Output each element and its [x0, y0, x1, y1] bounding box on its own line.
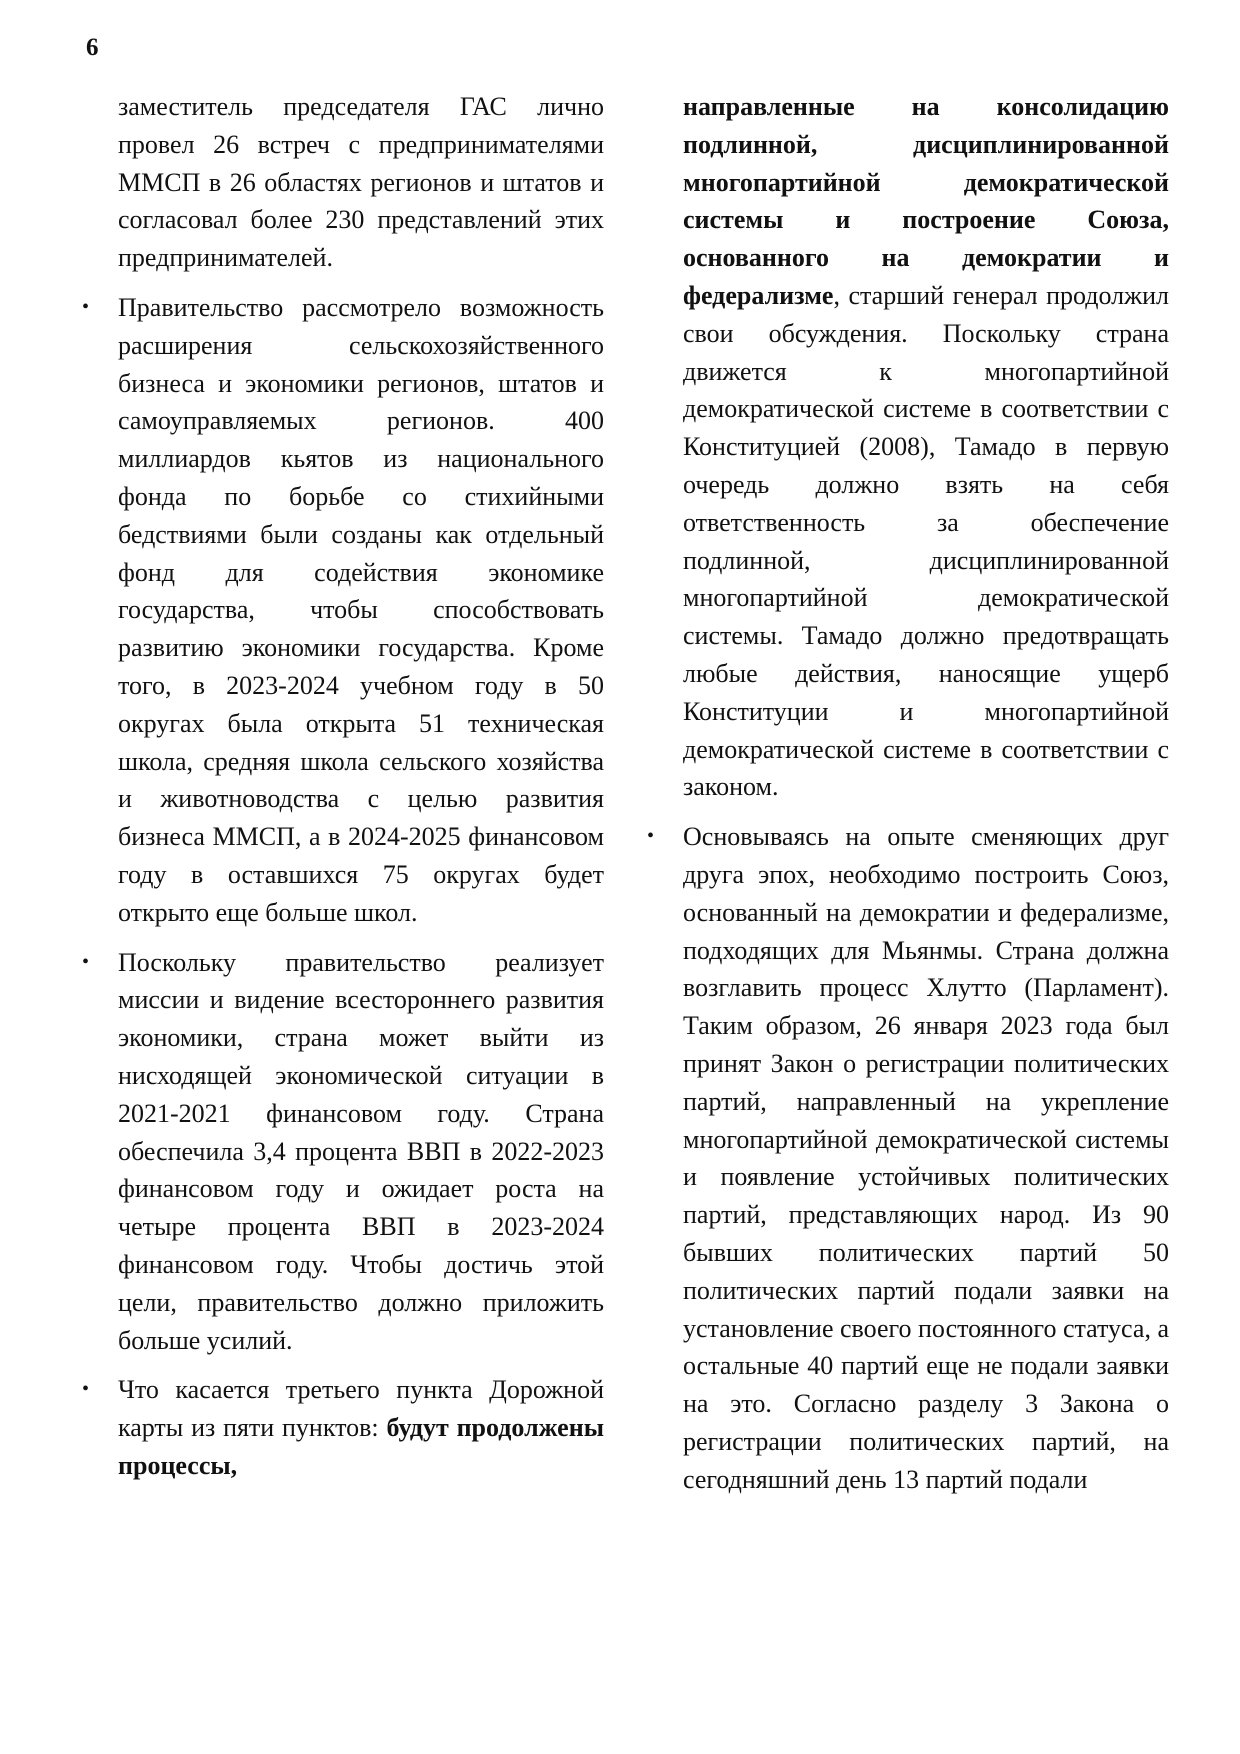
roadmap-rest-text: , старший генерал продолжил свои обсуждения. Поскольку страна движется к многопартийной демократической системе в соответствии с Конституцией (2008), Тамадо в первую очередь должно взять на себя ответственность за обеспечение подлинной, дисциплинированной многопартийной демократической системы. Тамадо должно предотвращать любые действия, наносящие ущерб Конституции и многопартийной демократической системе в соответствии с законом. — [683, 280, 1169, 802]
right-column — [683, 88, 1169, 1510]
paragraph-continued: заместитель председателя ГАС лично провел 26 встреч с предпринимателями ММСП в 26 областях регионов и штатов и согласовал более 230 представлений этих предпринимателей. — [118, 92, 604, 273]
roadmap-intro-text: Что касается третьего пункта Дорожной карты из пяти пунктов: — [118, 1375, 604, 1443]
bullet-paragraph-roadmap — [118, 1371, 604, 1484]
page-number: 6 — [86, 34, 99, 61]
bullet-paragraph-union: • Основываясь на опыте сменяющих друг друга эпох, необходимо построить Союз, основанный на демократии и федерализме, подходящих для Мьянмы. Страна должна возглавить процесс Хлутто (Парламент). Таким образом, 26 января 2023 года был принят Закон о регистрации политических партий, направленный на укрепление многопартийной демократической системы и появление устойчивых политических партий, представляющих народ. Из 90 бывших политических партий 50 политических партий подали заявки на установление своего постоянного статуса, а остальные 40 партий еще не подали заявки на это. Согласно разделу 3 Закона о регистрации политических партий, на сегодняшний день 13 партий подали — [683, 818, 1169, 1498]
roadmap-bold-text: будут продолжены процессы, — [118, 1413, 604, 1480]
left-column — [118, 88, 604, 1497]
bullet-paragraph-agriculture: • Правительство рассмотрело возможность расширения сельскохозяйственного бизнеса и экономики регионов, штатов и самоуправляемых регионов. 400 миллиардов кьятов из национального фонда по борьбе со стихийными бедствиями были созданы как отдельный фонд для содействия экономике государства, чтобы способствовать развитию экономики государства. Кроме того, в 2023-2024 учебном году в 50 округах была открыта 51 техническая школа, средняя школа сельского хозяйства и животноводства с целью развития бизнеса ММСП, а в 2024-2025 финансовом году в оставшихся 75 округах будет открыто еще больше школ. — [118, 289, 604, 932]
bullet-paragraph-economy: • Поскольку правительство реализует миссии и видение всестороннего развития экономики, страна может выйти из нисходящей экономической ситуации в 2021-2021 финансовом году. Страна обеспечила 3,4 процента ВВП в 2022-2023 финансовом году и ожидает роста на четыре процента ВВП в 2023-2024 финансовом году. Чтобы достичь этой цели, правительство должно приложить больше усилий. — [118, 944, 604, 1360]
roadmap-bold-continued: направленные на консолидацию подлинной, дисциплинированной многопартийной демократической системы и построение Союза, основанного на демократии и федерализме — [683, 92, 1169, 310]
paragraph-roadmap-continued — [683, 88, 1169, 806]
